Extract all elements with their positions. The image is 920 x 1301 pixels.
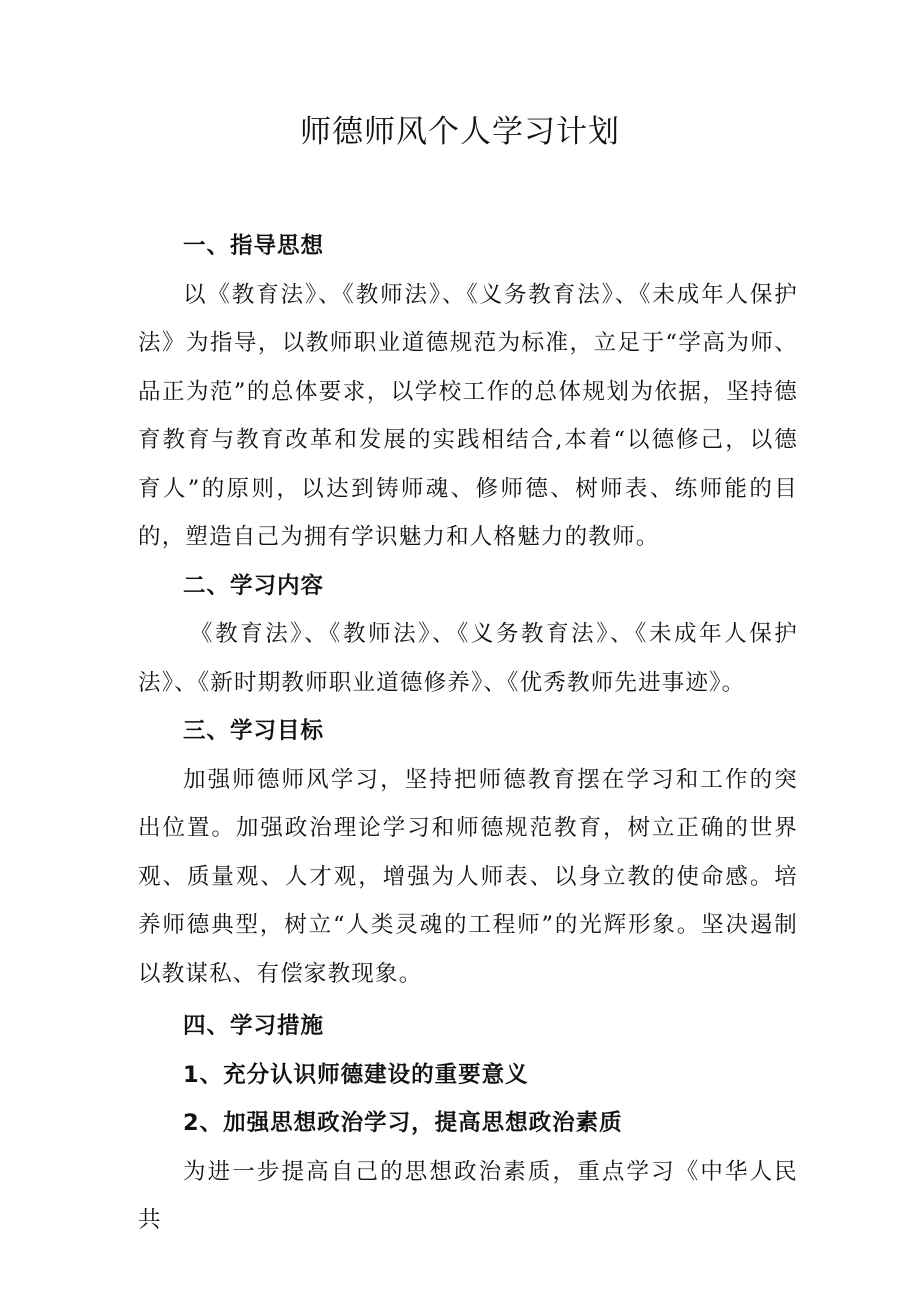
paragraph-guiding-ideology: 以《教育法》、《教师法》、《义务教育法》、《未成年人保护法》为指导，以教师职业道德规范为标准，立足于“学高为师、品正为范”的总体要求，以学校工作的总体规划为依据，坚持德育教育与教育改革和发展的实践相结合,本着“以德修己，以德育人”的原则，以达到铸师魂、修师德、树师表、练师能的目的，塑造自己为拥有学识魅力和人格魅力的教师。 bbox=[138, 281, 798, 550]
paragraph-study-goals: 加强师德师风学习，坚持把师德教育摆在学习和工作的突出位置。加强政治理论学习和师德规范教育，树立正确的世界观、质量观、人才观，增强为人师表、以身立教的使命感。培养师德典型，树立“人类灵魂的工程师”的光辉形象。坚决遏制以教谋私、有偿家教现象。 bbox=[138, 766, 798, 987]
page-title: 师德师风个人学习计划 bbox=[300, 114, 620, 150]
section-heading-study-goals: 三、学习目标 bbox=[183, 718, 325, 744]
subheading-measure-1: 1、充分认识师德建设的重要意义 bbox=[183, 1061, 529, 1088]
paragraph-study-content: 《教育法》、《教师法》、《义务教育法》、《未成年人保护法》、《新时期教师职业道德修养》、《优秀教师先进事迹》。 bbox=[138, 621, 798, 696]
paragraph-measure-2: 为进一步提高自己的思想政治素质，重点学习《中华人民共 bbox=[138, 1158, 798, 1233]
section-heading-guiding-ideology: 一、指导思想 bbox=[183, 233, 325, 259]
document-body bbox=[138, 222, 798, 1245]
section-heading-study-content: 二、学习内容 bbox=[183, 572, 325, 599]
subheading-measure-2: 2、加强思想政治学习，提高思想政治素质 bbox=[183, 1110, 623, 1136]
section-heading-study-measures: 四、学习措施 bbox=[183, 1013, 325, 1039]
